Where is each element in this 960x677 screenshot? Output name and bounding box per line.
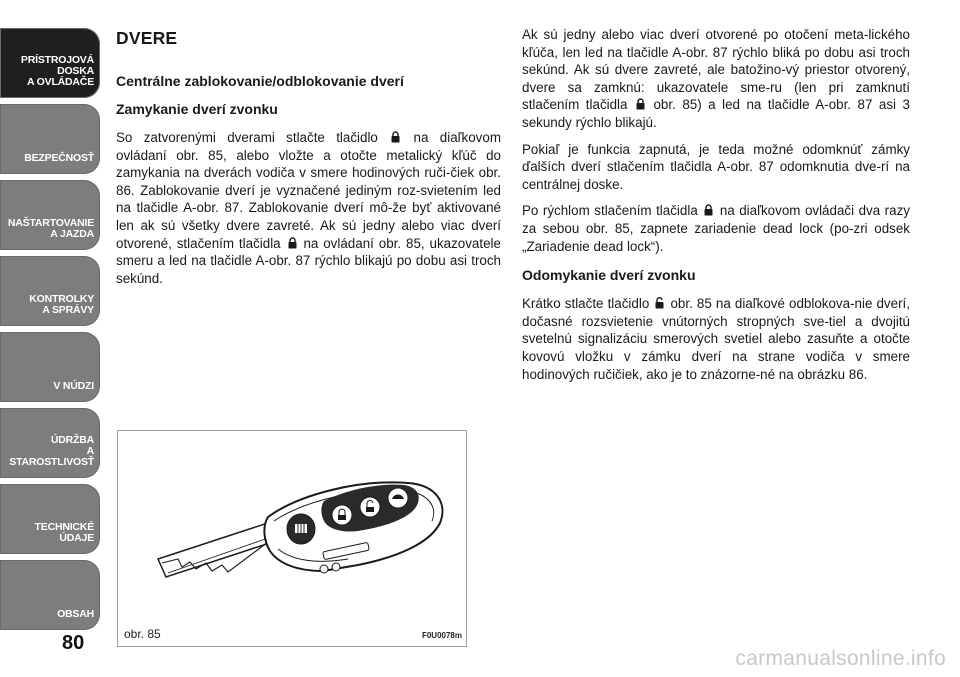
figure-caption: obr. 85 — [124, 627, 161, 641]
figure-code: F0U0078m — [421, 631, 462, 640]
paragraph-open-doors — [522, 26, 910, 132]
paragraph-dead-lock — [522, 202, 910, 255]
text-span: na ovládaní obr. 85, ukazovatele smeru a led na tlačidle A-obr. 87 rýchlo blikajú po dobu asi troch sekúnd. — [116, 235, 501, 286]
unlock-icon — [655, 297, 664, 309]
text-span: So zatvorenými dverami stlačte tlačidlo — [116, 130, 378, 145]
tab-udrzba[interactable]: ÚDRŽBA A STAROSTLIVOSŤ — [0, 408, 100, 478]
paragraph-unlocking — [522, 295, 910, 383]
page-number: 80 — [62, 632, 85, 654]
text-span: na diaľkovom ovládači dva razy za sebou obr. 85, zapnete zariadenie dead lock (po-zri odsek „Zariadenie dead lock“). — [522, 203, 910, 254]
lock-icon — [636, 98, 645, 110]
text-span: Ak sú jedny alebo viac dverí otvorené po otočení meta-lického kľúča, len led na tlačidle A-obr. 87 rýchlo bliká po dobu asi troch sekúnd. Ak sú dvere zavreté, ale batožino-vý priestor otvorený, dvere sa zamknú: ukazovatele sme-ru (len pri zamknutí stlačením tlačidla — [522, 27, 910, 113]
watermark: carmanualsonline.info — [735, 647, 946, 670]
text-span: Po rýchlom stlačením tlačidla — [522, 203, 698, 219]
text-span: na diaľkovom ovládaní obr. 85, alebo vložte a otočte metalický kľúč do zamykania na dverách vodiča v smere hodinových ruči-čiek obr. 86. Zablokovanie dverí je vyznačené jediným roz-svietením led na tlačidle A-obr. 87. Zablokovanie dverí mô-že byť aktivované len ak sú všetky dvere zavreté. Ak sú jedny alebo viac dverí otvorené, stlačením tlačidla — [116, 130, 501, 251]
lock-icon — [391, 131, 400, 143]
tab-kontrolky[interactable]: KONTROLKY A SPRÁVY — [0, 256, 100, 326]
lock-icon — [704, 204, 713, 216]
lock-icon — [288, 237, 297, 249]
tab-v-nudzi[interactable]: V NÚDZI — [0, 332, 100, 402]
figure-85 — [117, 430, 467, 647]
left-column — [116, 26, 501, 296]
right-column — [522, 26, 910, 392]
remote-key-illustration — [118, 431, 466, 646]
text-span: obr. 85 na diaľkové odblokova-nie dverí, dočasné rozsvietenie vnútorných stropných sve-tiel a dvojitú svetelnú signalizáciu smerových svetiel alebo zasuňte a otočte kovovú vložku v zámku dverí na strane vodiča v smere hodinových ručičiek, ako je to znázorne-né na obrázku 86. — [522, 296, 910, 382]
text-span: Krátko stlačte tlačidlo — [522, 296, 650, 312]
subheading-unlocking-outside: Odomykanie dverí zvonku — [522, 267, 696, 284]
tab-technicke-udaje[interactable]: TECHNICKÉ ÚDAJE — [0, 484, 100, 554]
tab-nastartovanie[interactable]: NAŠTARTOVANIE A JAZDA — [0, 180, 100, 250]
brand-badge-icon — [287, 514, 315, 544]
tab-bezpecnost[interactable]: BEZPEČNOSŤ — [0, 104, 100, 174]
section-title: DVERE — [116, 28, 178, 48]
paragraph-locking — [116, 129, 501, 287]
text-span: obr. 85) a led na tlačidle A-obr. 87 asi 3 sekundy rýchlo blikajú. — [522, 97, 910, 130]
subheading-locking-outside: Zamykanie dverí zvonku — [116, 101, 278, 117]
tab-obsah[interactable]: OBSAH — [0, 560, 100, 630]
paragraph-function-on: Pokiaľ je funkcia zapnutá, je teda možné odomknúť zámky ďalších dverí stlačením tlačidla A-obr. 87 odomknutia dve-rí na centrálnej doske. — [522, 141, 910, 192]
heading-central-locking: Centrálne zablokovanie/odblokovanie dverí — [116, 73, 404, 89]
tab-pristrojova-doska[interactable]: PRÍSTROJOVÁ DOSKA A OVLÁDAČE — [0, 28, 100, 98]
